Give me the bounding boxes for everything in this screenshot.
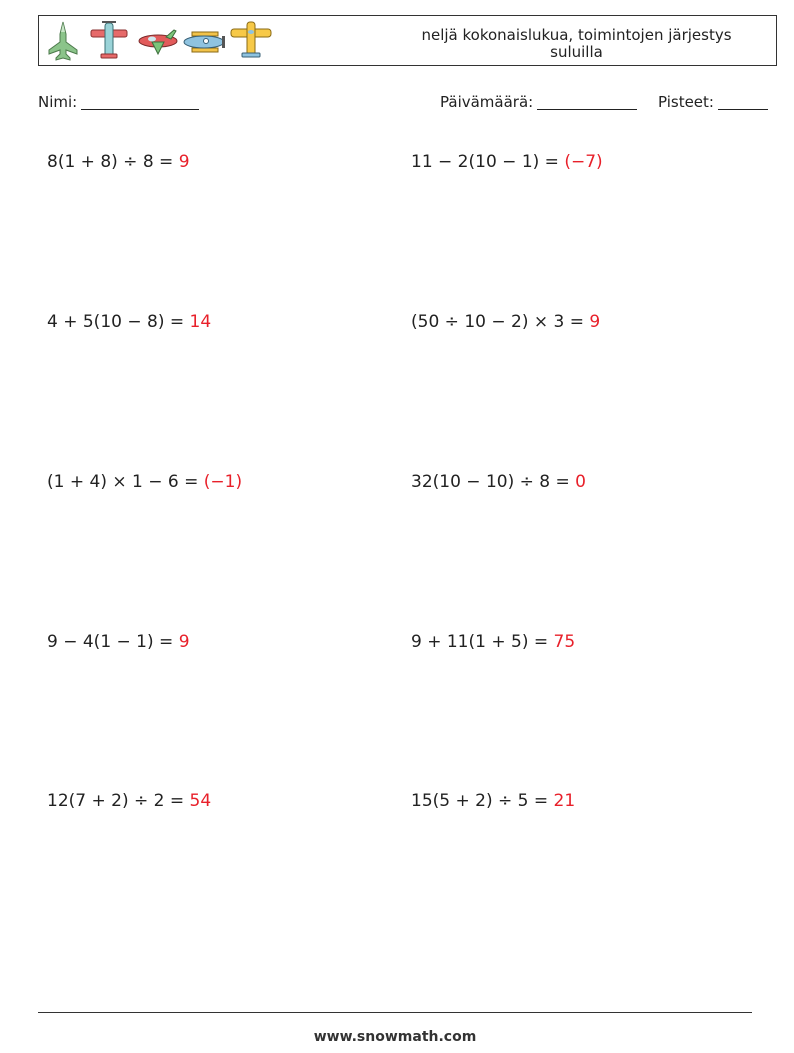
- header-box: [38, 15, 777, 66]
- red-propeller-plane-icon: [90, 20, 128, 62]
- problem-6: [411, 472, 586, 492]
- score-label: Pisteet:: [658, 93, 714, 111]
- problem-3: [47, 312, 211, 332]
- title-line-2: suluilla: [550, 43, 603, 61]
- problem-answer: 21: [553, 791, 576, 811]
- yellow-plane-icon: [230, 20, 272, 62]
- problem-8: [411, 632, 575, 652]
- problem-9: [47, 791, 211, 811]
- problem-answer: 0: [575, 472, 586, 492]
- title-line-1: neljä kokonaislukua, toimintojen järjestys: [421, 26, 732, 44]
- name-blank[interactable]: [81, 93, 199, 110]
- problem-expression: 15(5 + 2) ÷ 5 =: [411, 791, 554, 811]
- problem-2: [411, 152, 603, 172]
- problem-answer: (−1): [203, 472, 243, 492]
- date-label: Päivämäärä:: [440, 93, 534, 111]
- problem-expression: (50 ÷ 10 − 2) × 3 =: [411, 312, 590, 332]
- problem-answer: 9: [589, 312, 601, 332]
- footer-divider: [38, 1012, 752, 1013]
- airplane-icons: [46, 20, 276, 62]
- problem-answer: 9: [178, 152, 190, 172]
- blue-biplane-icon: [182, 20, 228, 62]
- problem-expression: 8(1 + 8) ÷ 8 =: [47, 152, 179, 172]
- problem-expression: (1 + 4) × 1 − 6 =: [47, 472, 204, 492]
- problem-expression: 32(10 − 10) ÷ 8 =: [411, 472, 576, 492]
- problem-expression: 9 − 4(1 − 1) =: [47, 632, 179, 652]
- problem-answer: 14: [189, 312, 212, 332]
- problem-1: [47, 152, 190, 172]
- problem-answer: 9: [178, 632, 190, 652]
- problem-4: [411, 312, 600, 332]
- score-blank[interactable]: [718, 93, 768, 110]
- score-field: [658, 93, 768, 111]
- date-field: [440, 93, 637, 111]
- problem-expression: 11 − 2(10 − 1) =: [411, 152, 565, 172]
- worksheet-title: [399, 27, 754, 61]
- footer-url[interactable]: www.snowmath.com: [313, 1029, 477, 1045]
- problem-10: [411, 791, 575, 811]
- name-field: [38, 93, 199, 111]
- problem-answer: 54: [189, 791, 212, 811]
- problem-expression: 9 + 11(1 + 5) =: [411, 632, 554, 652]
- problem-expression: 4 + 5(10 − 8) =: [47, 312, 190, 332]
- red-green-plane-icon: [136, 20, 180, 62]
- problem-5: [47, 472, 242, 492]
- date-blank[interactable]: [537, 93, 637, 110]
- problem-answer: 75: [553, 632, 576, 652]
- problem-7: [47, 632, 190, 652]
- green-jet-icon: [46, 20, 80, 62]
- name-label: Nimi:: [38, 93, 78, 111]
- problem-answer: (−7): [564, 152, 603, 172]
- problem-expression: 12(7 + 2) ÷ 2 =: [47, 791, 190, 811]
